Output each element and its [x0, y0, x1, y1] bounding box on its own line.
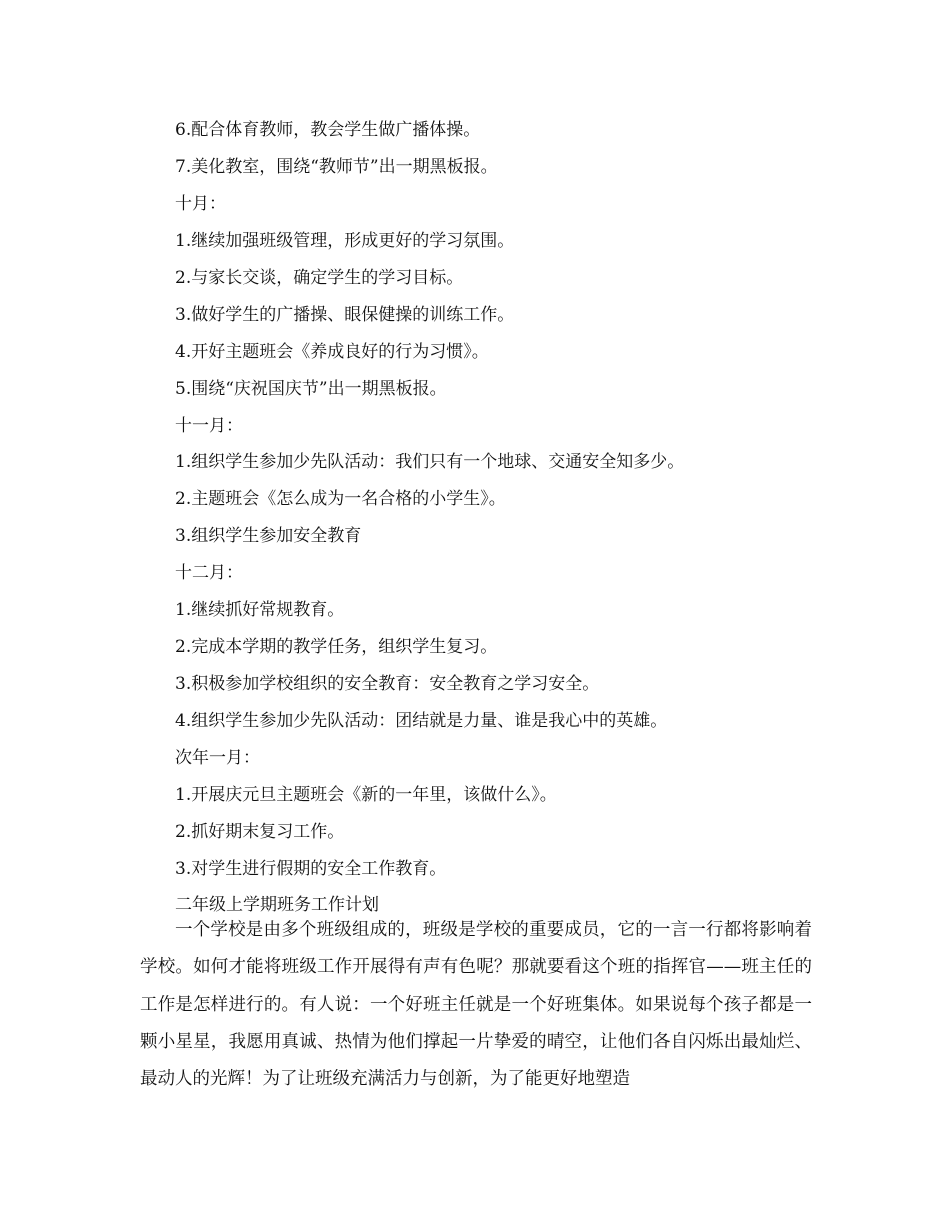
section-heading-october: 十月：: [175, 194, 226, 214]
text-line: 1.组织学生参加少先队活动：我们只有一个地球、交通安全知多少。: [175, 452, 685, 472]
plan-title: 二年级上学期班务工作计划: [175, 895, 379, 915]
text-line: 3.做好学生的广播操、眼保健操的训练工作。: [175, 305, 515, 325]
text-line: 5.围绕“庆祝国庆节”出一期黑板报。: [175, 379, 447, 399]
text-line: 4.组织学生参加少先队活动：团结就是力量、谁是我心中的英雄。: [175, 711, 668, 731]
text-line: 2.完成本学期的教学任务，组织学生复习。: [175, 637, 498, 657]
text-line: 2.主题班会《怎么成为一名合格的小学生》。: [175, 489, 506, 509]
text-line: 2.抓好期末复习工作。: [175, 822, 345, 842]
text-line: 3.组织学生参加安全教育: [175, 526, 362, 546]
text-line: 7.美化教室，围绕“教师节”出一期黑板报。: [175, 157, 498, 177]
text-line: 3.积极参加学校组织的安全教育：安全教育之学习安全。: [175, 674, 600, 694]
text-line: 1.继续抓好常规教育。: [175, 600, 345, 620]
text-line: 6.配合体育教师，教会学生做广播体操。: [175, 120, 481, 140]
text-line: 3.对学生进行假期的安全工作教育。: [175, 859, 447, 879]
section-heading-november: 十一月：: [175, 416, 243, 436]
body-paragraph: 一个学校是由多个班级组成的，班级是学校的重要成员，它的一言一行都将影响着学校。如何才能将班级工作开展得有声有色呢？那就要看这个班的指挥官——班主任的工作是怎样进行的。有人说：一个好班主任就是一个好班集体。如果说每个孩子都是一颗小星星，我愿用真诚、热情为他们撑起一片挚爱的晴空，让他们各自闪烁出最灿烂、最动人的光辉！为了让班级充满活力与创新，为了能更好地塑造: [140, 920, 812, 1090]
text-line: 2.与家长交谈，确定学生的学习目标。: [175, 268, 464, 288]
text-line: 1.开展庆元旦主题班会《新的一年里，该做什么》。: [175, 785, 557, 805]
section-heading-january: 次年一月：: [175, 748, 260, 768]
text-line: 1.继续加强班级管理，形成更好的学习氛围。: [175, 231, 515, 251]
text-line: 4.开好主题班会《养成良好的行为习惯》。: [175, 342, 489, 362]
section-heading-december: 十二月：: [175, 563, 243, 583]
